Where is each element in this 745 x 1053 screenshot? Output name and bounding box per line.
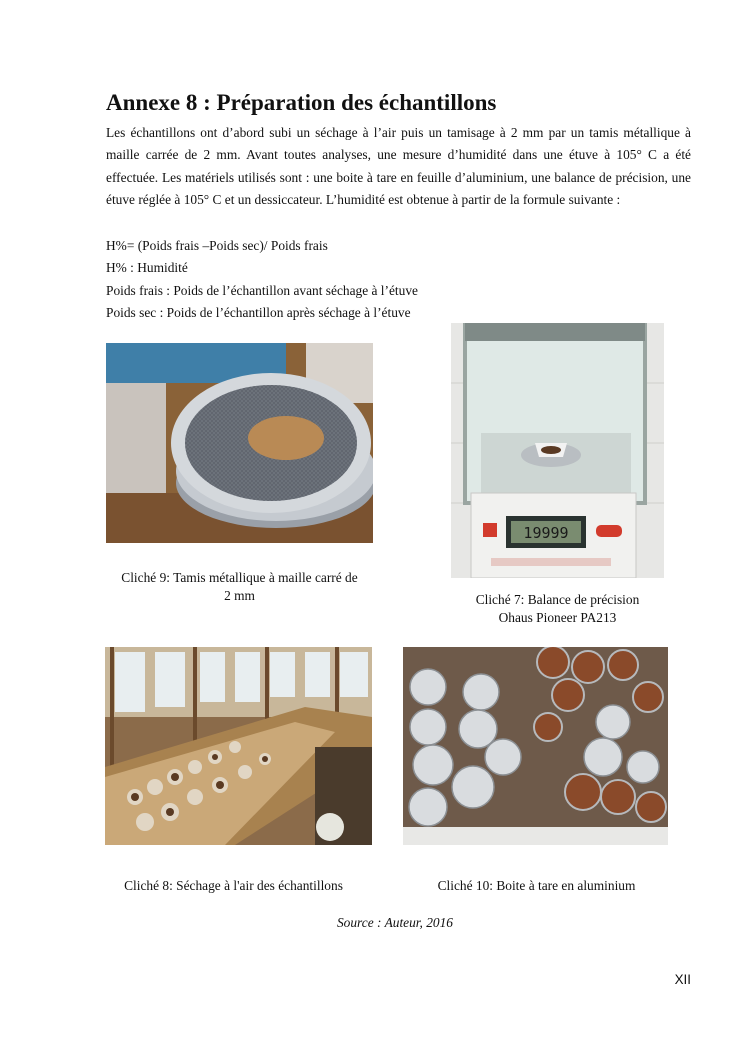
sieve-caption-line2: 2 mm: [224, 588, 255, 603]
sieve-caption-line1: Cliché 9: Tamis métallique à maille carré de: [121, 570, 358, 585]
intro-paragraph: Les échantillons ont d’abord subi un séchage à l’air puis un tamisage à 2 mm par un tamis métallique à maille carrée de 2 mm. Avant toutes analyses, une mesure d’humidité dans une étuve à 105° C a été effectuée. Les matériels utilisés sont : une boite à tare en feuille d’aluminium, une balance de précision, une étuve réglée à 105° C et un dessiccateur. L’humidité est obtenue à partir de la formule suivante :: [106, 125, 691, 208]
annex-title: Annexe 8 : Préparation des échantillons: [106, 90, 497, 115]
tare-photo: [403, 647, 668, 845]
balance-caption-line2: Ohaus Pioneer PA213: [498, 610, 617, 625]
balance-caption-line1: Cliché 7: Balance de précision: [475, 592, 640, 607]
balance-photo: [451, 323, 664, 578]
drying-caption: Cliché 8: Séchage à l'air des échantillons: [124, 878, 343, 893]
definition-dry-weight: Poids sec : Poids de l’échantillon après séchage à l’étuve: [106, 305, 411, 320]
balance-display: 19999: [523, 524, 569, 542]
tare-caption: Cliché 10: Boite à tare en aluminium: [437, 878, 636, 893]
sieve-caption: [106, 569, 373, 605]
definition-fresh-weight: Poids frais : Poids de l’échantillon avant séchage à l’étuve: [106, 283, 418, 298]
source-note: Source : Auteur, 2016: [336, 915, 454, 930]
page-number: XII: [674, 972, 691, 987]
drying-photo: [105, 647, 372, 845]
balance-caption: [440, 591, 675, 627]
sieve-photo: [106, 343, 373, 543]
definition-humidity: H% : Humidité: [106, 260, 188, 275]
humidity-formula: H%= (Poids frais –Poids sec)/ Poids frais: [106, 238, 328, 253]
